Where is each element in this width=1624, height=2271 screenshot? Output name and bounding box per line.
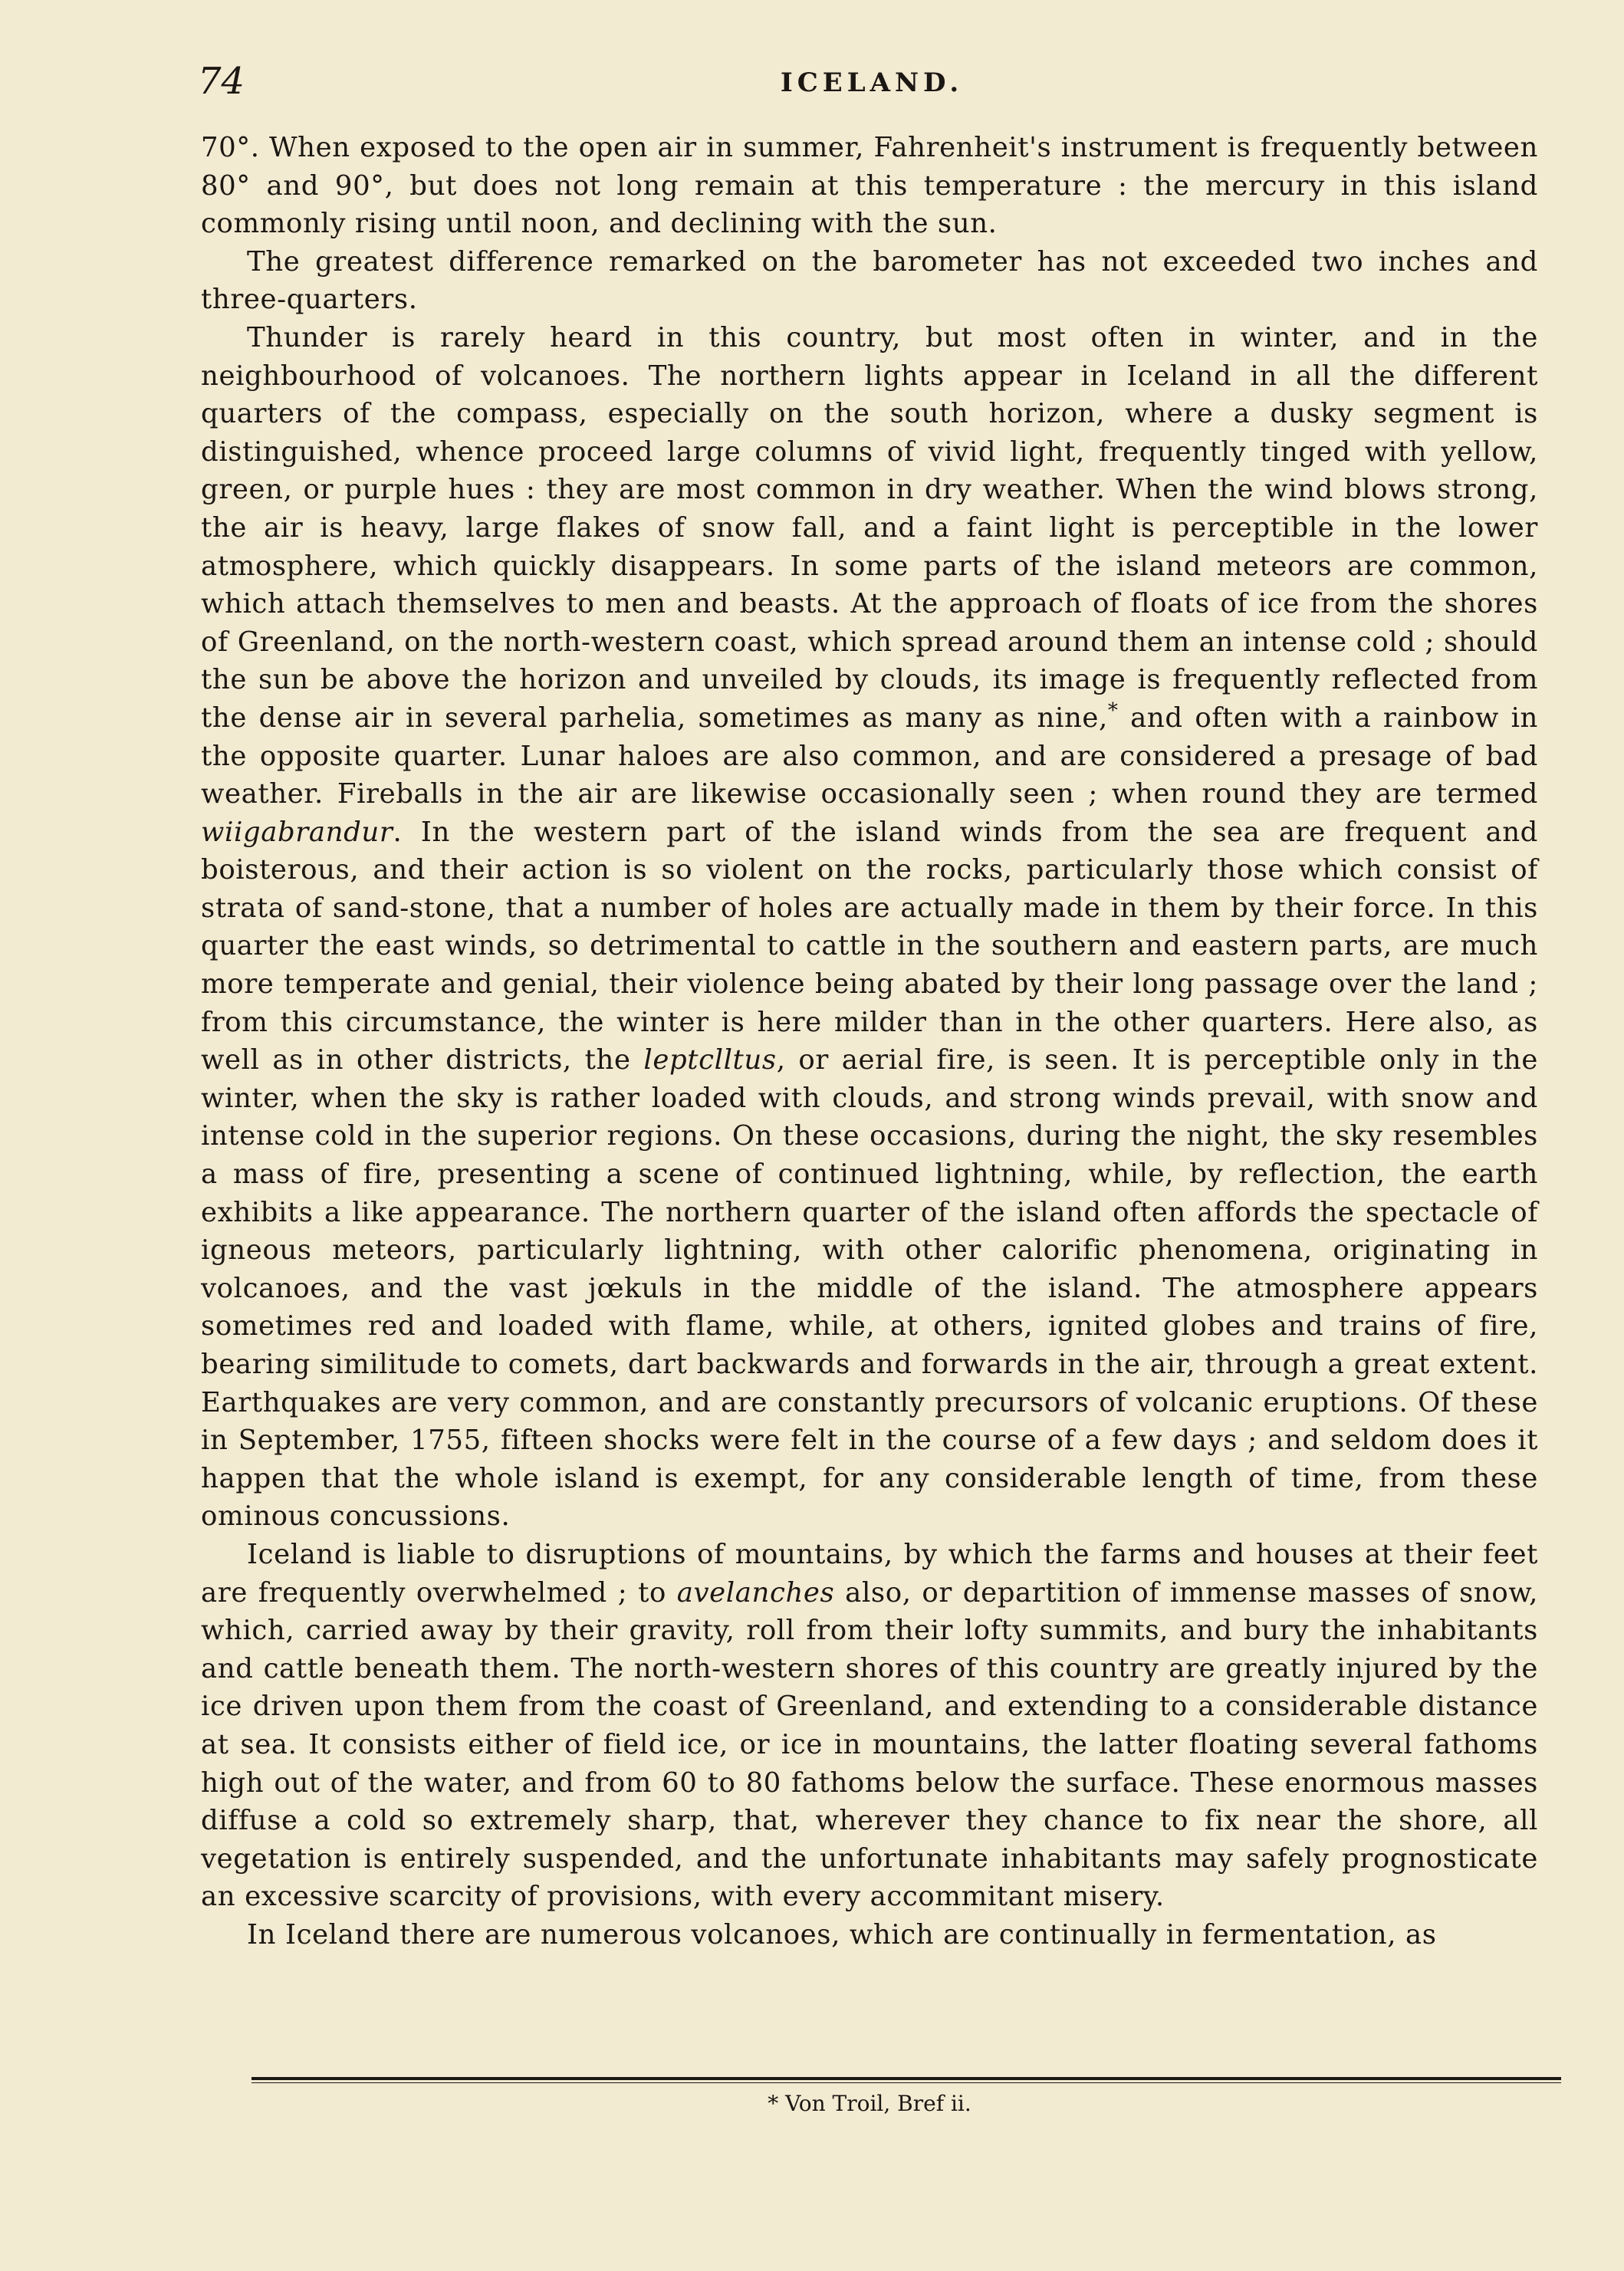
running-head: ICELAND. bbox=[780, 67, 964, 98]
paragraph-disruptions bbox=[201, 1536, 1538, 1916]
italic-term: avelanches bbox=[676, 1576, 835, 1609]
footnote-text: Von Troil, Bref ii. bbox=[778, 2091, 971, 2116]
paragraph-text: . In the western part of the island winds from the sea are frequent and boisterous, and their action is so violent on the rocks, particularly those which consist of strata of sand-stone, that a number of holes are actually made in them by their force. In this quarter the east winds, so detrimental to cattle in the southern and eastern parts, are much more temperate and genial, their violence being abated by their long passage over the land ; from this circumstance, the winter is here milder than in the other quarters. Here also, as well as in other districts, the bbox=[201, 816, 1538, 1076]
paragraph-text: , or aerial fire, is seen. It is perceptible only in the winter, when the sky is rather loaded with clouds, and strong winds prevail, with snow and intense cold in the superior regions. On these occasions, during the night, the sky resembles a mass of fire, presenting a scene of continued lightning, while, by reflection, the earth exhibits a like appearance. The northern quarter of the island often affords the spectacle of igneous meteors, particularly lightning, with other calorific phenomena, originating in volcanoes, and the vast jœkuls in the middle of the island. The atmosphere appears sometimes red and loaded with flame, while, at others, ignited globes and trains of fire, bearing similitude to comets, dart backwards and forwards in the air, through a great extent. Earthquakes are very common, and are constantly precursors of volcanic eruptions. Of these in September, 1755, fifteen shocks were felt in the course of a few days ; and seldom does it happen that the whole island is exempt, for any considerable length of time, from these ominous concussions. bbox=[201, 1044, 1538, 1533]
paragraph-text: also, or departition of immense masses of snow, which, carried away by their gravity, roll from their lofty summits, and bury the inhabitants and cattle beneath them. The north-western shores of this country are greatly injured by the ice driven upon them from the coast of Greenland, and extending to a considerable distance at sea. It consists either of field ice, or ice in mountains, the latter floating several fathoms high out of the water, and from 60 to 80 fathoms below the surface. These enormous masses diffuse a cold so extremely sharp, that, wherever they chance to fix near the shore, all vegetation is entirely suspended, and the unfortunate inhabitants may safely prognosticate an excessive scarcity of provisions, with every accommitant misery. bbox=[201, 1576, 1538, 1913]
body-text bbox=[201, 129, 1538, 1954]
paragraph-text: and often with a rainbow in the opposite quarter. Lunar haloes are also common, and are considered a presage of bad weather. Fireballs in the air are likewise occasionally seen ; when round they are termed bbox=[201, 702, 1539, 810]
footnote bbox=[201, 2087, 1538, 2121]
paragraph-text: Thunder is rarely heard in this country, but most often in winter, and in the neighbourhood of volcanoes. The northern lights appear in Iceland in all the different quarters of the compass, especially on the south horizon, where a dusky segment is distinguished, whence proceed large columns of vivid light, frequently tinged with yellow, green, or purple hues : they are most common in dry weather. When the wind blows strong, the air is heavy, large flakes of snow fall, and a faint light is perceptible in the lower atmosphere, which quickly disappears. In some parts of the island meteors are common, which attach themselves to men and beasts. At the approach of floats of ice from the shores of Greenland, on the north-western coast, which spread around them an intense cold ; should the sun be above the horizon and unveiled by clouds, its image is frequently reflected from the dense air in several parhelia, sometimes as many as nine, bbox=[201, 321, 1538, 734]
italic-term: leptclltus bbox=[643, 1044, 777, 1076]
paragraph-text: Iceland is liable to disruptions of mountains, by which the farms and houses at their feet are frequently overwhelmed ; to bbox=[201, 1538, 1538, 1609]
footnote-rule bbox=[251, 2077, 1561, 2083]
paragraph-volcanoes: In Iceland there are numerous volcanoes, which are continually in fermentation, as bbox=[247, 1918, 1437, 1951]
paragraph-barometer: The greatest difference remarked on the barometer has not exceeded two inches and three-quarters. bbox=[201, 245, 1538, 316]
footnote-mark: * bbox=[768, 2091, 779, 2116]
footnote-reference: * bbox=[1107, 699, 1119, 723]
page-number: 74 bbox=[198, 60, 245, 103]
paragraph-thunder-and-lights bbox=[201, 319, 1538, 1536]
italic-term: wiigabrandur bbox=[201, 816, 393, 848]
paragraph-temperature: 70°. When exposed to the open air in summer, Fahrenheit's instrument is frequently between 80° and 90°, but does not long remain at this temperature : the mercury in this island commonly rising until noon, and declining with the sun. bbox=[201, 132, 1538, 240]
page-header bbox=[198, 60, 1546, 117]
